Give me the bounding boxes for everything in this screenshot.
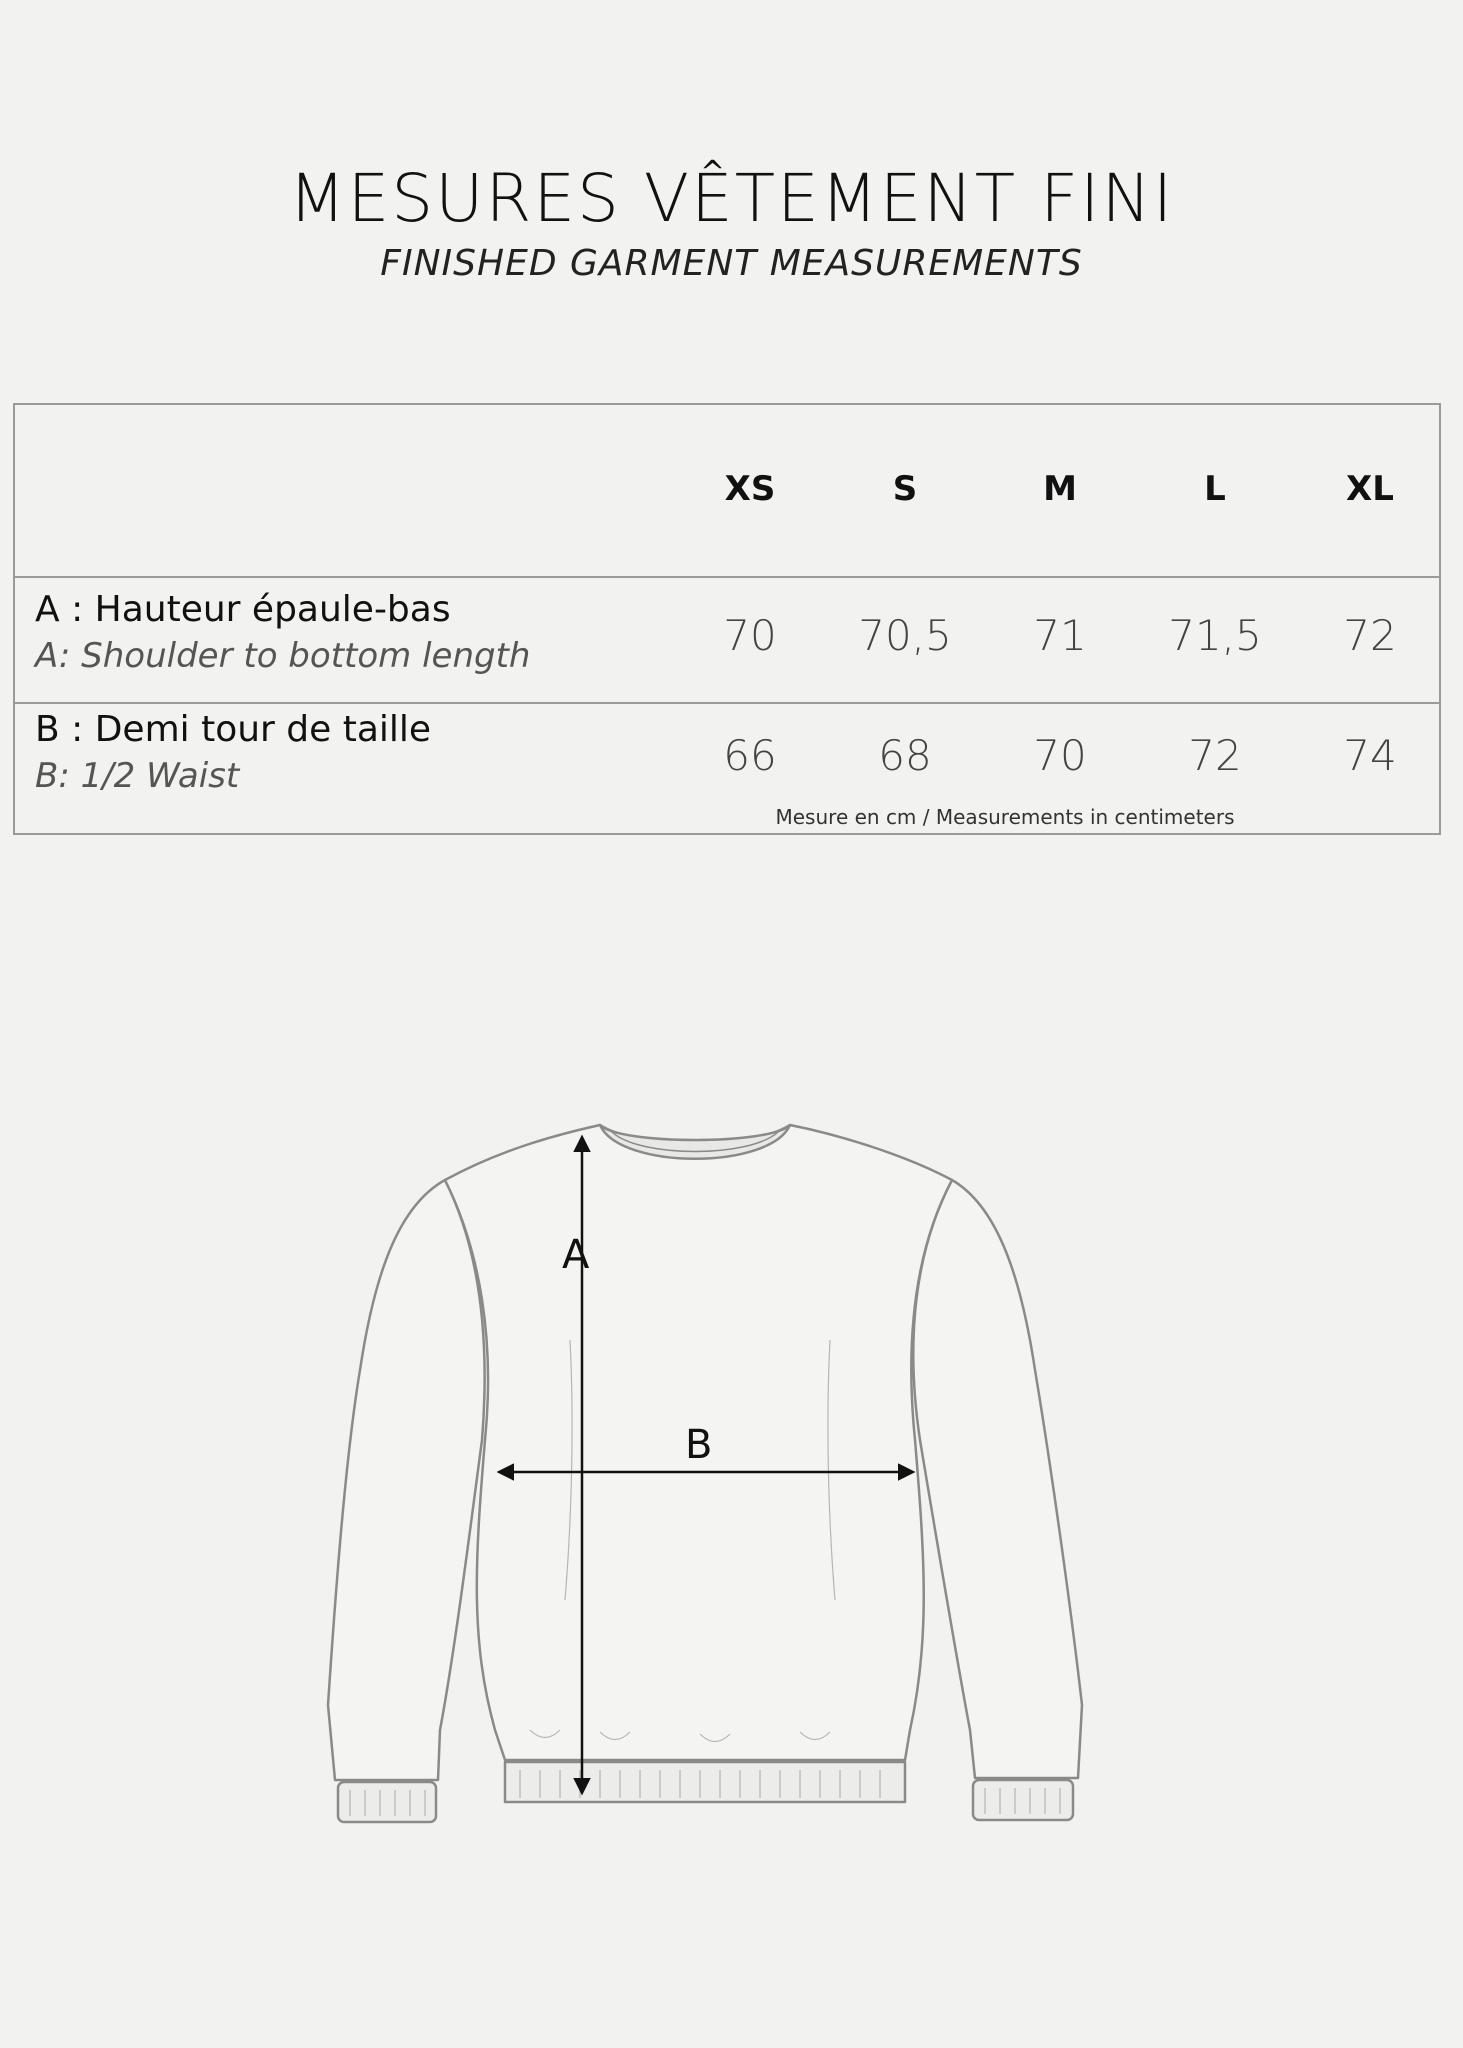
size-table [13,403,1441,835]
left-sleeve [328,1180,485,1780]
row-b-xl: 74 [1343,731,1397,780]
size-header-l: L [1204,469,1226,509]
row-b-label-en: B: 1/2 Waist [35,756,240,796]
row-b-s: 68 [878,731,932,780]
row-a-xs: 70 [723,611,777,660]
table-divider [15,576,1439,578]
row-a-xl: 72 [1343,611,1397,660]
row-a-l: 71,5 [1168,611,1262,660]
right-cuff [973,1780,1073,1820]
sweatshirt-diagram [0,1040,1463,1900]
right-sleeve [913,1180,1082,1778]
size-header-xl: XL [1346,469,1394,509]
row-b-label [35,707,431,799]
page-header [0,160,1463,288]
size-header-xs: XS [724,469,776,509]
row-a-label-en: A: Shoulder to bottom length [35,636,531,676]
unit-note: Mesure en cm / Measurements in centimeters [775,805,1235,829]
left-cuff [338,1782,436,1822]
title-english: FINISHED GARMENT MEASUREMENTS [380,243,1083,284]
measure-a-label: A [562,1232,590,1278]
row-a-label [35,587,530,679]
row-b-label-fr: B : Demi tour de taille [35,709,432,750]
table-divider [15,702,1439,704]
title-french: MESURES VÊTEMENT FINI [288,160,1175,237]
row-b-xs: 66 [723,731,777,780]
waistband [505,1762,905,1802]
row-a-m: 71 [1033,611,1087,660]
row-b-l: 72 [1188,731,1242,780]
row-a-s: 70,5 [858,611,952,660]
size-header-m: M [1043,469,1077,509]
measure-b-label: B [685,1422,713,1468]
row-b-m: 70 [1033,731,1087,780]
sweatshirt-outline [328,1125,1082,1822]
row-a-label-fr: A : Hauteur épaule-bas [35,589,451,630]
size-header-s: S [892,469,918,509]
